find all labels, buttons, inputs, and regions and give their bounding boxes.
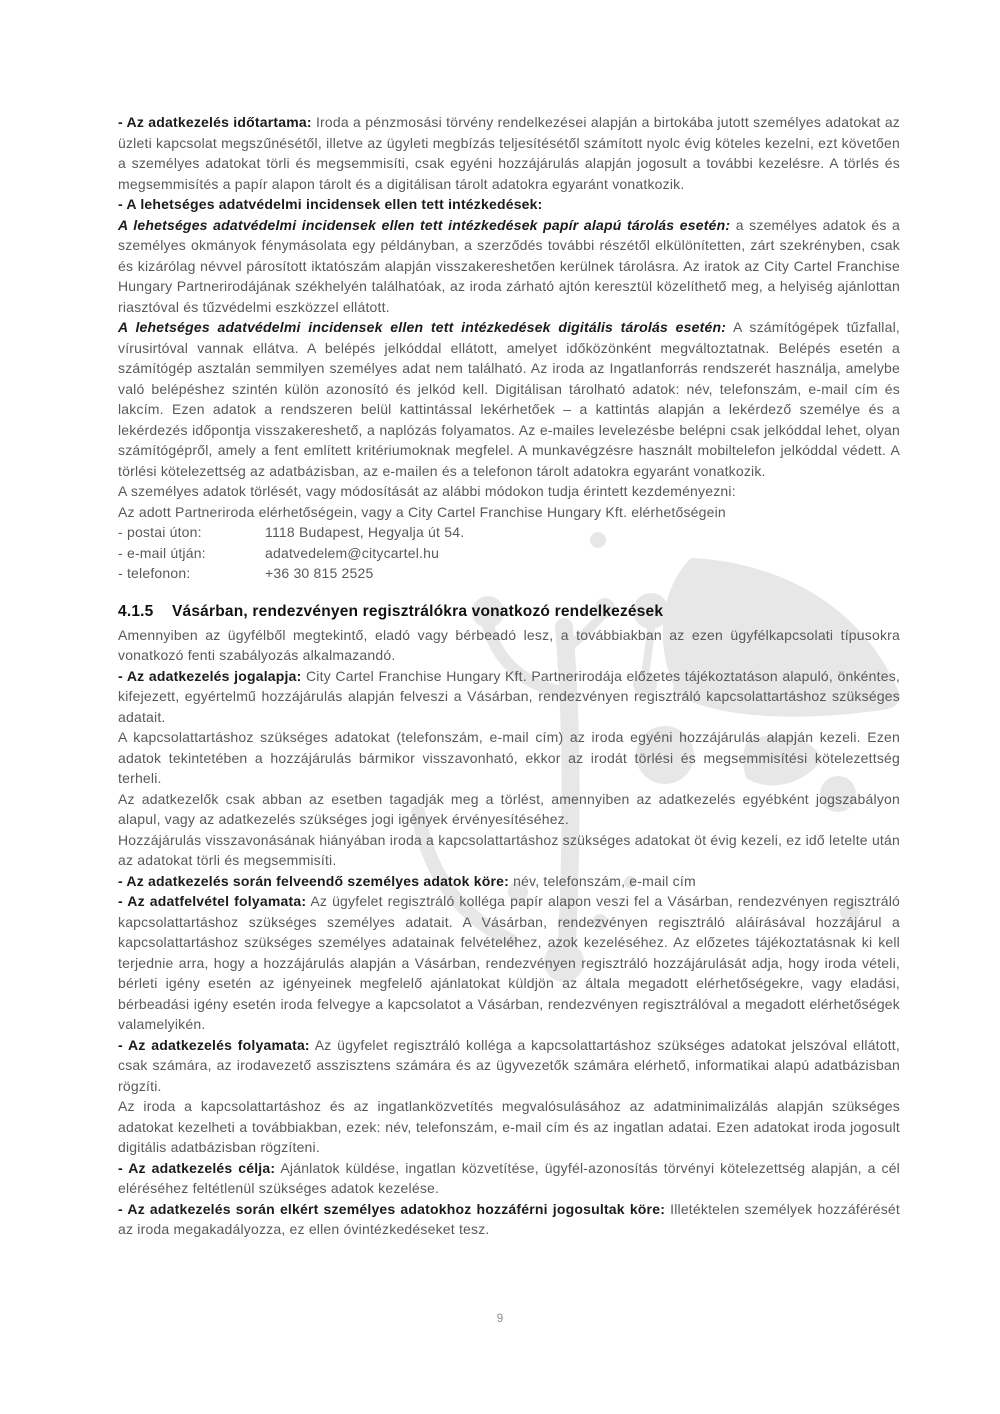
paragraph-text: A személyes adatok törlését, vagy módosítását az alábbi módokon tudja érintett kezdeményezni: xyxy=(118,483,736,499)
contact-value: 1118 Budapest, Hegyalja út 54. xyxy=(265,524,465,540)
contact-value: adatvedelem@citycartel.hu xyxy=(265,544,440,561)
contact-row xyxy=(118,543,900,564)
paragraph-text: A kapcsolattartáshoz szükséges adatokat (telefonszám, e-mail cím) az iroda egyéni hozzájárulás alapján kezeli. Ezen adatok tekintetében a hozzájárulás bármikor visszavonható, ekkor az irodát törlési és megsemmisítési kötelezettség terheli. xyxy=(118,729,900,786)
page-number: 9 xyxy=(496,1313,504,1325)
paragraph xyxy=(118,625,900,666)
paragraph xyxy=(118,666,900,728)
paragraph-lead: - Az adatkezelés időtartama: xyxy=(118,114,312,130)
paragraph-lead: A lehetséges adatvédelmi incidensek ellen tett intézkedések digitális tárolás esetén: xyxy=(118,319,727,335)
paragraph-text: Amennyiben az ügyfélből megtekintő, eladó vagy bérbeadó lesz, a továbbiakban az ezen ügyfélkapcsolati típusokra vonatkozó fenti szabályozás alkalmazandó. xyxy=(118,626,900,663)
paragraph xyxy=(118,481,900,502)
paragraph-text: Az adatkezelők csak abban az esetben tagadják meg a törlést, amennyiben az adatkezelés egyébként jogszabályon alapul, vagy az adatkezelés szükséges jogi igények érvényesítéséhez. xyxy=(118,790,900,827)
section-number: 4.1.5 xyxy=(118,602,154,620)
paragraph-text: Illetéktelen személyek hozzáférését az iroda megakadályozza, ez ellen óvintézkedéseket tesz. xyxy=(118,1200,901,1237)
contact-label: - telefonon: xyxy=(118,565,191,581)
paragraph-text: a személyes adatok és a személyes okmányok fénymásolata egy példányban, a szerződés további részétől elkülönítetten, zárt szekrényben, csak és kizárólag névvel párosított iktatószám alapján visszakereshetően kerülnek tárolásra. Az iratok az City Cartel Franchise Hungary Partnerirodájának székhelyén találhatóak, az iroda zárható ajtón keresztül közelíthető meg, a helyiség ajánlottan riasztóval és tűzvédelmi eszközzel ellátott. xyxy=(118,216,900,315)
paragraph-lead: - Az adatkezelés folyamata: xyxy=(118,1036,310,1053)
paragraph xyxy=(118,502,900,523)
paragraph xyxy=(118,194,900,215)
paragraph-text: Ajánlatok küldése, ingatlan közvetítése, ügyfél-azonosítás törvényi kötelezettség alapján, a cél eléréséhez feltétlenül szükséges adatok kezelése. xyxy=(118,1159,900,1196)
paragraph-text: Iroda a pénzmosási törvény rendelkezései alapján a birtokába jutott személyes adatokat az üzleti kapcsolat megszűnésétől, illetve az ügyleti megbízás teljesítésétől számított nyolc évig köteles kezelni, ezt követően a személyes adatokat törli és megsemmisíti, csak egyéni hozzájárulás alapján jogosult a további kezelésre. A törlés és megsemmisítés a papír alapon tárolt és a digitálisan tárolt adatokra egyaránt vonatkozik. xyxy=(118,114,900,192)
paragraph xyxy=(118,215,900,318)
page-footer xyxy=(0,1313,1000,1325)
contact-label: - e-mail útján: xyxy=(118,544,206,561)
paragraph-text: Az iroda a kapcsolattartáshoz és az ingatlanközvetítés megvalósulásához az adatminimalizálás alapján szükséges adatokat kezelheti a továbbiakban, ezek: név, telefonszám, e-mail cím és az ingatlan adatai. Ezen adatokat iroda jogosult digitális adatbázisban rögzíteni. xyxy=(118,1098,900,1155)
paragraph xyxy=(118,1035,900,1097)
paragraph-lead: - Az adatkezelés során felveendő személyes adatok köre: xyxy=(118,872,509,889)
paragraph-lead: - Az adatkezelés jogalapja: xyxy=(118,667,302,684)
paragraph-text: Az adott Partneriroda elérhetőségein, vagy a City Cartel Franchise Hungary Kft. elérhetőségein xyxy=(118,503,726,520)
contact-row xyxy=(118,563,900,584)
paragraph-lead: - A lehetséges adatvédelmi incidensek ellen tett intézkedések: xyxy=(118,196,543,212)
paragraph xyxy=(118,871,900,892)
paragraph-text: Az ügyfelet regisztráló kolléga papír alapon veszi fel a Vásárban, rendezvényen regisztráló kapcsolattartáshoz szükséges személyes adatait. A Vásárban, rendezvényen regisztráló aláírásával hozzájárul a kapcsolattartáshoz szükséges személyes adatainak felvételéhez, azok kezeléséhez. Az előzetes tájékoztatásnak ki kell terjednie arra, hogy a hozzájárulás alapján a Vásárban, rendezvényen regisztráló hozzájárulását adja, hogy iroda vételi, bérleti igény esetén az igényeinek megfelelő ajánlatokat küldjön az általa megadott elérhetőségekre, vagy eladási, bérbeadási igény esetén iroda felvegye a kapcsolatot a Vásárban, rendezvényen regisztrálóval a megadott elérhetőségek valamelyikén. xyxy=(118,893,900,1032)
section-heading xyxy=(118,600,900,623)
paragraph xyxy=(118,727,900,789)
contact-value: +36 30 815 2525 xyxy=(265,565,374,581)
paragraph-lead: A lehetséges adatvédelmi incidensek ellen tett intézkedések papír alapú tárolás esetén: xyxy=(118,216,731,233)
document-content xyxy=(118,112,900,1240)
paragraph-text: név, telefonszám, e-mail cím xyxy=(513,872,696,889)
paragraph xyxy=(118,1158,900,1199)
paragraph-lead: - Az adatkezelés során elkért személyes adatokhoz hozzáférni jogosultak köre: xyxy=(118,1200,666,1217)
paragraph-text: Hozzájárulás visszavonásának hiányában iroda a kapcsolattartáshoz szükséges adatokat öt évig kezeli, ez idő letelte után az adatokat törli és megsemmisíti. xyxy=(118,831,900,868)
contact-row xyxy=(118,522,900,543)
paragraph-text: A számítógépek tűzfallal, vírusirtóval vannak ellátva. A belépés jelkóddal ellátott, amelyet időközönként megváltoztatnak. Belépés esetén a számítógép asztalán semmilyen személyes adat nem található. Az iroda az Ingatlanforrás rendszerét használja, amelybe való belépéshez szintén külön azonosító és jelkód kell. Digitálisan tárolható adatok: név, telefonszám, e-mail cím és lakcím. Ezen adatok a rendszeren belül kattintással lekérhetőek – a kattintás alapján a lekérdező személye és a lekérdezés időpontja visszakereshető, a naplózás folyamatos. Az e-mailes levelezésbe belépni csak jelkóddal lehet, olyan számítógépről, amely a fent említett kritériumoknak megfelel. A munkavégzésre használt mobiltelefon jelkóddal védett. A törlési kötelezettség az adatbázisban, az e-mailen és a telefonon tárolt adatokra egyaránt vonatkozik. xyxy=(118,319,900,479)
paragraph-lead: - Az adatkezelés célja: xyxy=(118,1159,276,1176)
paragraph-text: Az ügyfelet regisztráló kolléga a kapcsolattartáshoz szükséges adatokat jelszóval ellátott, csak számára, az irodavezető asszisztens számára és az ügyvezetők számára elérhető, informatikai alapú adatbázisban rögzíti. xyxy=(118,1036,900,1094)
paragraph xyxy=(118,1096,900,1158)
paragraph xyxy=(118,789,900,830)
paragraph xyxy=(118,112,900,194)
paragraph xyxy=(118,830,900,871)
paragraph-lead: - Az adatfelvétel folyamata: xyxy=(118,893,307,909)
section-title: Vásárban, rendezvényen regisztrálókra vonatkozó rendelkezések xyxy=(172,602,664,620)
paragraph xyxy=(118,891,900,1035)
paragraph xyxy=(118,317,900,481)
paragraph xyxy=(118,1199,900,1240)
paragraph-text: City Cartel Franchise Hungary Kft. Partnerirodája előzetes tájékoztatáson alapuló, önkéntes, kifejezett, egyértelmű hozzájárulás alapján felveszi a Vásárban, rendezvényen regisztráló kapcsolattartáshoz szükséges adatait. xyxy=(118,667,901,725)
contact-label: - postai úton: xyxy=(118,524,202,540)
